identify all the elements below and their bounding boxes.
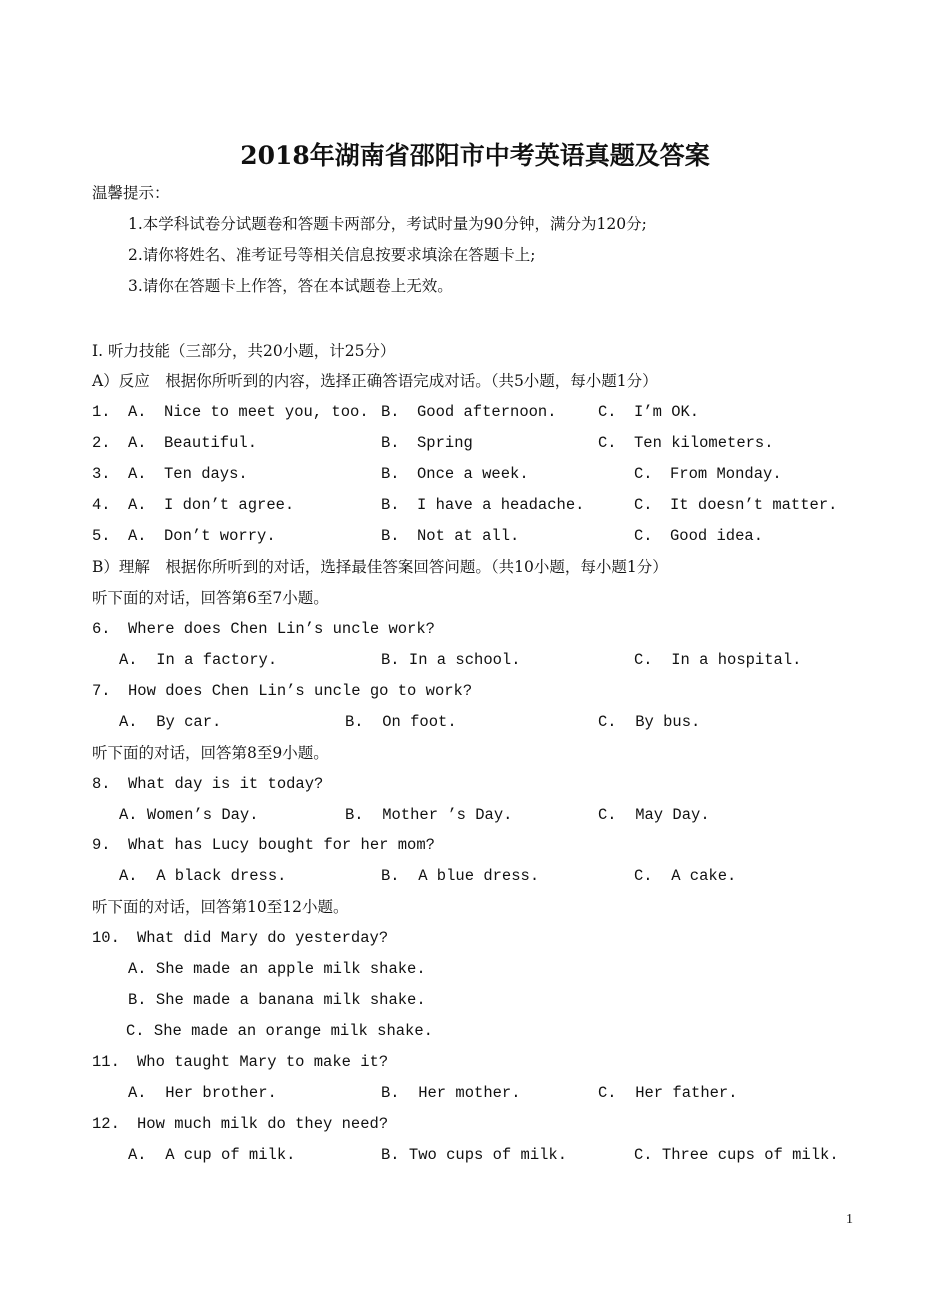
option-a: Nice to meet you, too. xyxy=(164,403,369,421)
question-number: 10. xyxy=(92,929,120,947)
question-text: How much milk do they need? xyxy=(137,1115,389,1133)
option-b: Not at all. xyxy=(417,527,520,545)
option-b-label: B. xyxy=(381,465,400,483)
option-c: Good idea. xyxy=(670,527,764,545)
option-a: A. In a factory. xyxy=(119,651,278,669)
option-b: B. On foot. xyxy=(345,713,457,731)
notice-item: 1.本学科试卷分试题卷和答题卡两部分，考试时量为90分钟，满分为120分; xyxy=(128,215,647,233)
group-instruction: 听下面的对话，回答第10至12小题。 xyxy=(92,898,349,916)
option-c: Ten kilometers. xyxy=(634,434,774,452)
part-b-heading: B）理解 根据你所听到的对话，选择最佳答案回答问题。（共10小题，每小题1分） xyxy=(92,558,668,576)
question-number: 6. xyxy=(92,620,111,638)
question-text: How does Chen Lin’s uncle go to work? xyxy=(128,682,473,700)
option-c-label: C. xyxy=(634,496,653,514)
option-b: B. She made a banana milk shake. xyxy=(128,991,426,1009)
option-a-label: A. xyxy=(128,527,147,545)
question-number: 2. xyxy=(92,434,111,452)
option-c: From Monday. xyxy=(670,465,782,483)
option-c-label: C. xyxy=(598,403,617,421)
option-c-label: C. xyxy=(634,465,653,483)
option-a-label: A. xyxy=(128,496,147,514)
option-c: C. May Day. xyxy=(598,806,710,824)
notice-item: 2.请你将姓名、准考证号等相关信息按要求填涂在答题卡上; xyxy=(128,246,536,264)
question-number: 3. xyxy=(92,465,111,483)
question-number: 8. xyxy=(92,775,111,793)
group-instruction: 听下面的对话，回答第6至7小题。 xyxy=(92,589,329,607)
option-c: C. Three cups of milk. xyxy=(634,1146,839,1164)
option-b: B. Two cups of milk. xyxy=(381,1146,568,1164)
option-a: Ten days. xyxy=(164,465,248,483)
question-number: 11. xyxy=(92,1053,120,1071)
notice-heading: 温馨提示： xyxy=(92,184,170,202)
option-b-label: B. xyxy=(381,434,400,452)
option-a: A. By car. xyxy=(119,713,222,731)
option-a: A. She made an apple milk shake. xyxy=(128,960,426,978)
option-a: Don’t worry. xyxy=(164,527,276,545)
notice-item: 3.请你在答题卡上作答，答在本试题卷上无效。 xyxy=(128,277,453,295)
option-a: A. A cup of milk. xyxy=(128,1146,296,1164)
part-a-heading: A）反应 根据你所听到的内容，选择正确答语完成对话。（共5小题，每小题1分） xyxy=(92,372,658,390)
question-number: 12. xyxy=(92,1115,120,1133)
option-b: Once a week. xyxy=(417,465,529,483)
option-c: I’m OK. xyxy=(634,403,700,421)
section-heading: Ⅰ. 听力技能（三部分，共20小题，计25分） xyxy=(92,342,396,360)
question-number: 7. xyxy=(92,682,111,700)
option-b: I have a headache. xyxy=(417,496,585,514)
question-number: 1. xyxy=(92,403,111,421)
question-text: What did Mary do yesterday? xyxy=(137,929,389,947)
option-a-label: A. xyxy=(128,403,147,421)
option-b: B. Mother ’s Day. xyxy=(345,806,513,824)
option-c-label: C. xyxy=(634,527,653,545)
option-b-label: B. xyxy=(381,527,400,545)
option-b: Good afternoon. xyxy=(417,403,557,421)
option-b: B. Her mother. xyxy=(381,1084,521,1102)
question-number: 9. xyxy=(92,836,111,854)
option-c: C. She made an orange milk shake. xyxy=(126,1022,433,1040)
option-c: It doesn’t matter. xyxy=(670,496,838,514)
question-number: 4. xyxy=(92,496,111,514)
question-text: What has Lucy bought for her mom? xyxy=(128,836,435,854)
option-c: C. Her father. xyxy=(598,1084,738,1102)
option-c-label: C. xyxy=(598,434,617,452)
option-c: C. A cake. xyxy=(634,867,737,885)
question-text: What day is it today? xyxy=(128,775,324,793)
option-b-label: B. xyxy=(381,496,400,514)
question-number: 5. xyxy=(92,527,111,545)
page-number: 1 xyxy=(846,1212,853,1227)
question-text: Who taught Mary to make it? xyxy=(137,1053,389,1071)
option-a-label: A. xyxy=(128,465,147,483)
option-a: A. Her brother. xyxy=(128,1084,277,1102)
option-c: C. By bus. xyxy=(598,713,701,731)
option-a: I don’t agree. xyxy=(164,496,295,514)
group-instruction: 听下面的对话，回答第8至9小题。 xyxy=(92,744,329,762)
page-title: 2018年湖南省邵阳市中考英语真题及答案 xyxy=(240,141,710,170)
option-c: C. In a hospital. xyxy=(634,651,802,669)
option-b: B. A blue dress. xyxy=(381,867,540,885)
option-b: Spring xyxy=(417,434,473,452)
question-text: Where does Chen Lin’s uncle work? xyxy=(128,620,435,638)
option-a: A. A black dress. xyxy=(119,867,287,885)
option-b-label: B. xyxy=(381,403,400,421)
option-a: A. Women’s Day. xyxy=(119,806,259,824)
option-a: Beautiful. xyxy=(164,434,258,452)
option-a-label: A. xyxy=(128,434,147,452)
option-b: B. In a school. xyxy=(381,651,521,669)
